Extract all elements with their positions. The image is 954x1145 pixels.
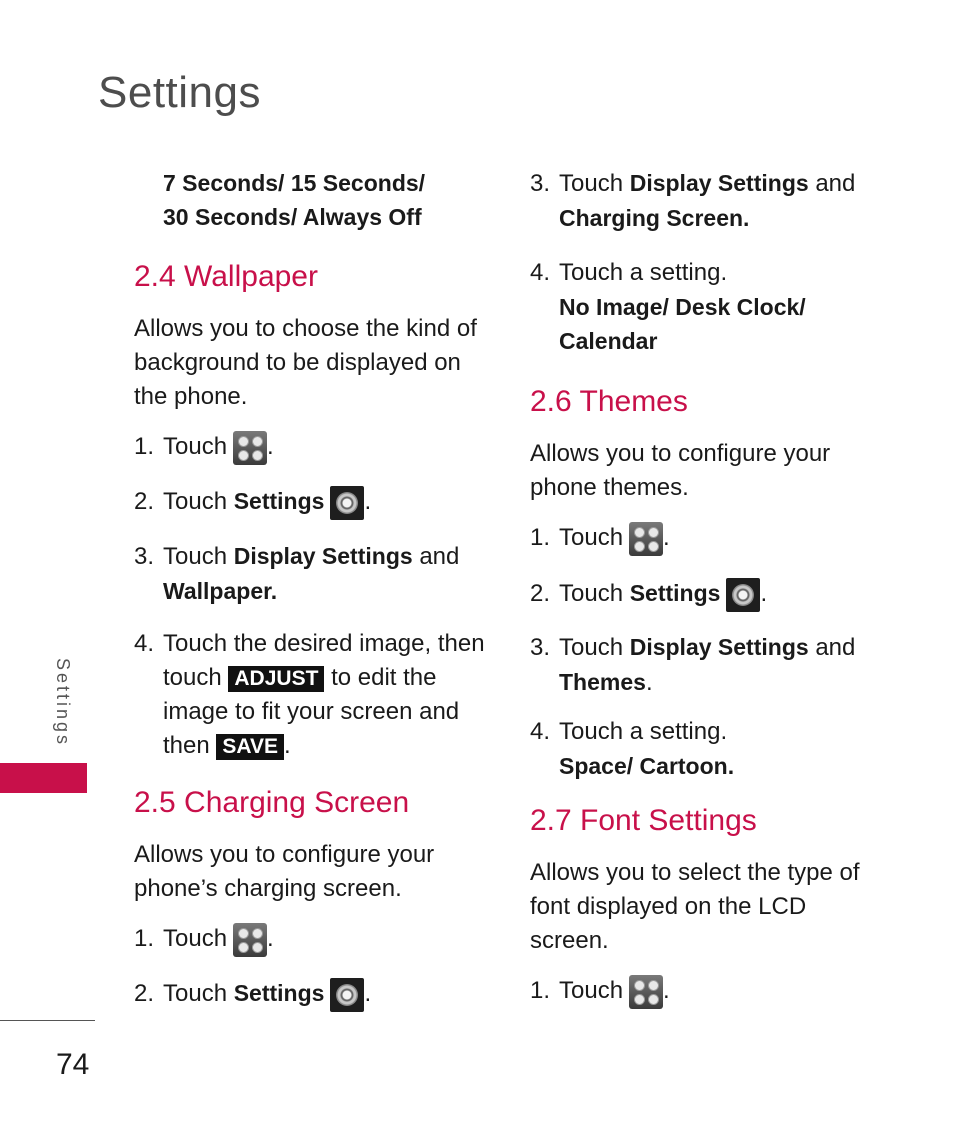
step-text: Touch [559,170,624,197]
page-title: Settings [98,68,261,117]
step-number: 2. [530,580,551,607]
step-text: Touch [163,433,228,460]
step-text: Touch [163,980,228,1007]
step-end: . [267,433,274,460]
display-settings-label: Display Settings [629,634,809,660]
display-settings-label: Display Settings [233,543,413,569]
charging-options-line1: No Image/ Desk Clock/ [559,294,806,320]
display-settings-label: Display Settings [629,170,809,196]
themes-label: Themes [559,669,646,695]
timeout-options-line2: 30 Seconds/ Always Off [163,204,422,230]
step-number: 3. [530,634,551,661]
step-text: Touch [559,580,624,607]
themes-options: Space/ Cartoon. [559,753,735,779]
settings-gear-icon [726,578,760,612]
font-step-1 [530,974,890,1009]
wallpaper-step-4 [134,627,494,763]
step-end: . [364,980,372,1007]
themes-heading: 2.6 Themes [530,385,688,418]
charging-heading: 2.5 Charging Screen [134,786,410,819]
step-text: Touch [163,488,228,515]
themes-step-4 [530,715,890,783]
step-touch: touch [163,664,222,691]
wallpaper-step-2 [134,484,494,520]
wallpaper-step-1 [134,430,494,465]
step-text: Touch a setting. [559,259,728,286]
charging-screen-label: Charging Screen. [559,205,750,231]
step-number: 2. [134,488,155,515]
menu-grid-icon [233,923,267,957]
step-and: and [419,543,460,570]
menu-grid-icon [629,975,663,1009]
step-end: . [760,580,768,607]
charging-step-3 [530,166,890,235]
step-text: Touch [163,543,228,570]
timeout-options-line1: 7 Seconds/ 15 Seconds/ [163,170,426,196]
themes-step-1 [530,521,890,556]
side-tab-marker [0,763,87,793]
step-and: and [815,634,856,661]
step-end: . [663,977,670,1004]
charging-step-2 [134,976,494,1012]
settings-label: Settings [233,980,325,1006]
step-text-line3: image to fit your screen and [163,698,460,725]
step-number: 4. [530,259,551,286]
side-section-label: Settings [53,658,73,748]
page-number: 74 [56,1048,90,1081]
footer-divider [0,1020,95,1021]
step-text: Touch [559,977,624,1004]
step-and: and [815,170,856,197]
themes-description: Allows you to configure your phone themes. [530,440,831,501]
wallpaper-step-3 [134,539,494,608]
step-number: 3. [530,170,551,197]
charging-step-4 [530,256,890,358]
charging-description: Allows you to configure your phone’s charging screen. [134,841,435,902]
step-text-line4 [134,729,494,763]
step-text: Touch a setting. [559,718,728,745]
font-settings-description: Allows you to select the type of font displayed on the LCD screen. [530,859,860,954]
settings-gear-icon [330,978,364,1012]
step-edit: to edit the [331,664,437,691]
save-button: SAVE [216,734,284,760]
wallpaper-description: Allows you to choose the kind of background to be displayed on the phone. [134,315,477,410]
step-number: 4. [134,630,155,657]
adjust-button: ADJUST [228,666,324,692]
step-text: Touch [559,524,624,551]
settings-label: Settings [233,488,325,514]
step-number: 1. [530,977,551,1004]
themes-step-2 [530,576,890,612]
settings-label: Settings [629,580,721,606]
charging-step-1 [134,922,494,957]
step-end: . [267,925,274,952]
step-text: Touch [559,634,624,661]
wallpaper-label: Wallpaper. [163,578,278,604]
step-text-line2 [134,661,494,695]
menu-grid-icon [629,522,663,556]
timeout-options [134,166,523,234]
settings-gear-icon [330,486,364,520]
step-number: 1. [134,925,155,952]
themes-line [530,665,890,700]
step-text: Touch [163,925,228,952]
themes-step-3 [530,630,890,700]
step-end: . [645,669,653,696]
step-text-line1: Touch the desired image, then [163,630,485,657]
charging-options-line2: Calendar [559,328,658,354]
step-number: 3. [134,543,155,570]
step-then: then [163,732,210,759]
step-end: . [663,524,670,551]
menu-grid-icon [233,431,267,465]
wallpaper-heading: 2.4 Wallpaper [134,260,318,293]
step-number: 4. [530,718,551,745]
step-number: 1. [530,524,551,551]
step-number: 2. [134,980,155,1007]
font-settings-heading: 2.7 Font Settings [530,804,757,837]
step-number: 1. [134,433,155,460]
step-end: . [364,488,372,515]
step-end: . [284,732,291,759]
